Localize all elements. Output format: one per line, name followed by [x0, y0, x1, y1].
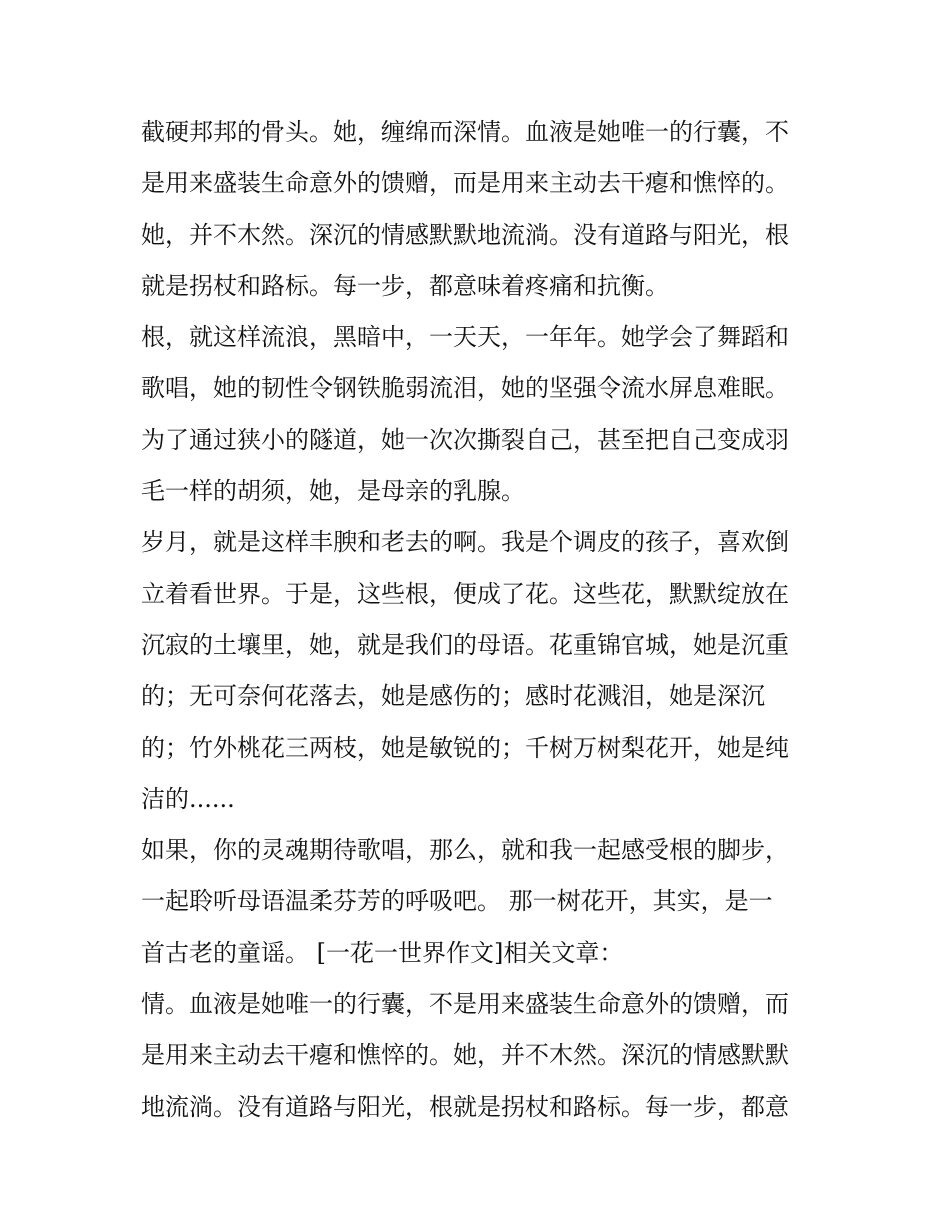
text-line: 根，就这样流浪，黑暗中，一天天，一年年。她学会了舞蹈和 — [141, 323, 789, 352]
text-line: 是用来盛装生命意外的馈赠，而是用来主动去干瘪和憔悴的。 — [141, 169, 789, 198]
document-text — [141, 107, 821, 1133]
text-line: 截硬邦邦的骨头。她，缠绵而深情。血液是她唯一的行囊，不 — [141, 118, 789, 146]
text-line: 一起聆听母语温柔芬芳的呼吸吧。 那一树花开，其实，是一 — [141, 887, 773, 916]
text-line: 洁的...... — [141, 784, 235, 813]
text-line: 沉寂的土壤里，她，就是我们的母语。花重锦官城，她是沉重 — [141, 630, 789, 659]
text-line: 是用来主动去干瘪和憔悴的。她，并不木然。深沉的情感默默 — [141, 1041, 789, 1070]
text-line: 就是拐杖和路标。每一步，都意味着疼痛和抗衡。 — [141, 271, 669, 300]
text-line: 如果，你的灵魂期待歌唱，那么，就和我一起感受根的脚步， — [141, 836, 789, 865]
text-line: 的；无可奈何花落去，她是感伤的；感时花溅泪，她是深沉 — [141, 682, 765, 711]
text-line: 情。血液是她唯一的行囊，不是用来盛装生命意外的馈赠，而 — [141, 990, 789, 1019]
text-line: 岁月，就是这样丰腴和老去的啊。我是个调皮的孩子，喜欢倒 — [141, 528, 789, 557]
text-line: 立着看世界。于是，这些根，便成了花。这些花，默默绽放在 — [141, 579, 789, 608]
text-line: 首古老的童谣。 [一花一世界作文]相关文章： — [141, 938, 624, 967]
text-line: 为了通过狭小的隧道，她一次次撕裂自己，甚至把自己变成羽 — [141, 425, 789, 454]
text-line: 歌唱，她的韧性令钢铁脆弱流泪，她的坚强令流水屏息难眠。 — [141, 374, 789, 403]
text-line: 地流淌。没有道路与阳光，根就是拐杖和路标。每一步，都意 — [141, 1092, 789, 1121]
text-line: 的；竹外桃花三两枝，她是敏锐的；千树万树梨花开，她是纯 — [141, 733, 789, 762]
text-line: 毛一样的胡须，她，是母亲的乳腺。 — [141, 477, 525, 506]
text-line: 她，并不木然。深沉的情感默默地流淌。没有道路与阳光，根 — [141, 220, 789, 249]
